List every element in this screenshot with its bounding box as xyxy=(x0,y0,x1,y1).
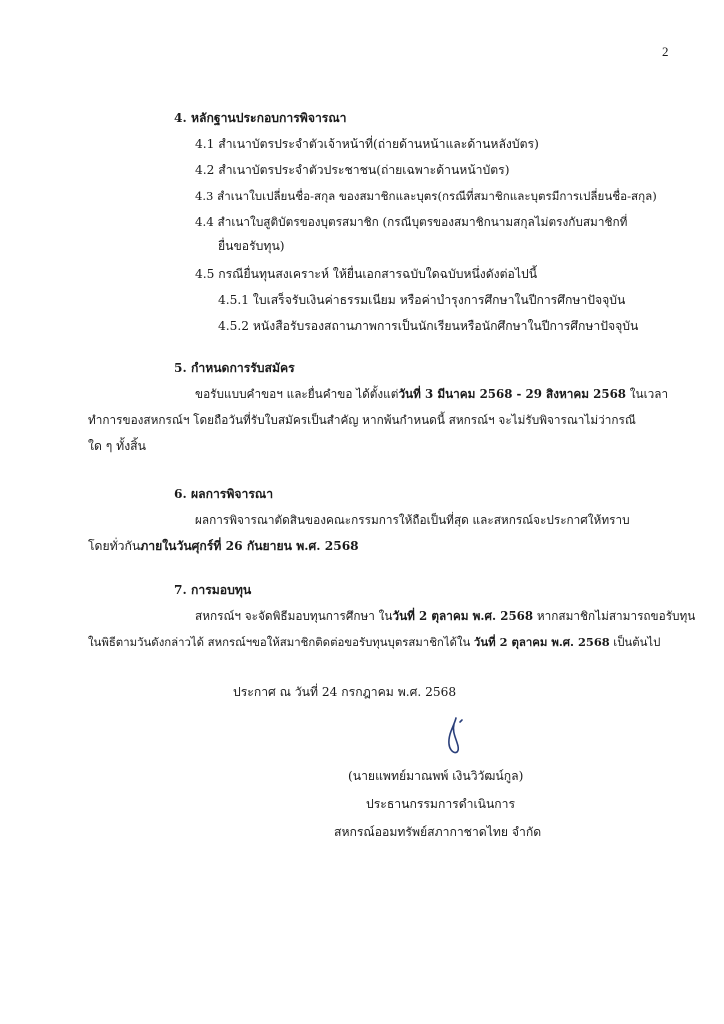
section-4-subitem: 4.5.2 หนังสือรับรองสถานภาพการเป็นนักเรียนหรือนักศึกษาในปีการศึกษาปัจจุบัน xyxy=(218,319,639,333)
section-4-item-continuation: ยื่นขอรับทุน) xyxy=(218,239,285,253)
section-7-text: เป็นต้นไป xyxy=(609,635,661,649)
section-4-item: 4.5 กรณียื่นทุนสงเคราะห์ ให้ยื่นเอกสารฉบับใดฉบับหนึ่งดังต่อไปนี้ xyxy=(195,267,538,281)
section-4-item: 4.2 สำเนาบัตรประจำตัวประชาชน(ถ่ายเฉพาะด้านหน้าบัตร) xyxy=(195,163,510,177)
signatory-organization: สหกรณ์ออมทรัพย์สภากาชาดไทย จำกัด xyxy=(334,825,542,839)
section-4-item: 4.3 สำเนาใบเปลี่ยนชื่อ-สกุล ของสมาชิกและบุตร(กรณีที่สมาชิกและบุตรมีการเปลี่ยนชื่อ-สกุล) xyxy=(195,189,657,203)
section-7-text: หากสมาชิกไม่สามารถขอรับทุน xyxy=(533,609,696,623)
section-7-text: ในพิธีตามวันดังกล่าวได้ สหกรณ์ฯขอให้สมาชิกติดต่อขอรับทุนบุตรสมาชิกได้ใน xyxy=(88,635,474,649)
section-5-text: ขอรับแบบคำขอฯ และยื่นคำขอ ได้ตั้งแต่ xyxy=(195,387,399,401)
section-5-line xyxy=(195,386,668,402)
section-6-title: 6. ผลการพิจารณา xyxy=(174,487,274,501)
section-6-line xyxy=(88,538,359,554)
section-7-title: 7. การมอบทุน xyxy=(174,583,252,597)
section-5-line: ใด ๆ ทั้งสิ้น xyxy=(88,439,146,453)
section-6-date: ภายในวันศุกร์ที่ 26 กันยายน พ.ศ. 2568 xyxy=(140,539,359,553)
signature-mark xyxy=(440,712,470,762)
page-number: 2 xyxy=(662,44,669,59)
section-7-text: สหกรณ์ฯ จะจัดพิธีมอบทุนการศึกษา ใน xyxy=(195,609,393,623)
section-4-item: 4.1 สำเนาบัตรประจำตัวเจ้าหน้าที่(ถ่ายด้านหน้าและด้านหลังบัตร) xyxy=(195,137,539,151)
signatory-name: (นายแพทย์มาณพพ์ เงินวิวัฒน์กูล) xyxy=(348,769,524,783)
section-5-title: 5. กำหนดการรับสมัคร xyxy=(174,361,295,375)
announcement-date: ประกาศ ณ วันที่ 24 กรกฎาคม พ.ศ. 2568 xyxy=(233,685,457,699)
section-5-date-range: วันที่ 3 มีนาคม 2568 - 29 สิงหาคม 2568 xyxy=(398,387,626,401)
signatory-position: ประธานกรรมการดำเนินการ xyxy=(366,797,516,811)
section-4-subitem: 4.5.1 ใบเสร็จรับเงินค่าธรรมเนียม หรือค่าบำรุงการศึกษาในปีการศึกษาปัจจุบัน xyxy=(218,293,626,307)
section-5-text: ในเวลา xyxy=(626,387,669,401)
section-7-line xyxy=(88,634,660,650)
section-4-title: 4. หลักฐานประกอบการพิจารณา xyxy=(174,111,347,125)
section-4-item: 4.4 สำเนาใบสูติบัตรของบุตรสมาชิก (กรณีบุตรของสมาชิกนามสกุลไม่ตรงกับสมาชิกที่ xyxy=(195,215,628,229)
section-6-text: โดยทั่วกัน xyxy=(88,539,141,553)
section-6-line: ผลการพิจารณาตัดสินของคณะกรรมการให้ถือเป็นที่สุด และสหกรณ์จะประกาศให้ทราบ xyxy=(195,513,630,527)
section-7-date: วันที่ 2 ตุลาคม พ.ศ. 2568 xyxy=(392,609,534,623)
section-5-line: ทำการของสหกรณ์ฯ โดยถือวันที่รับใบสมัครเป็นสำคัญ หากพ้นกำหนดนี้ สหกรณ์ฯ จะไม่รับพิจารณาไม่ว่ากรณี xyxy=(88,413,636,427)
section-7-line xyxy=(195,608,695,624)
section-7-date: วันที่ 2 ตุลาคม พ.ศ. 2568 xyxy=(473,635,610,649)
